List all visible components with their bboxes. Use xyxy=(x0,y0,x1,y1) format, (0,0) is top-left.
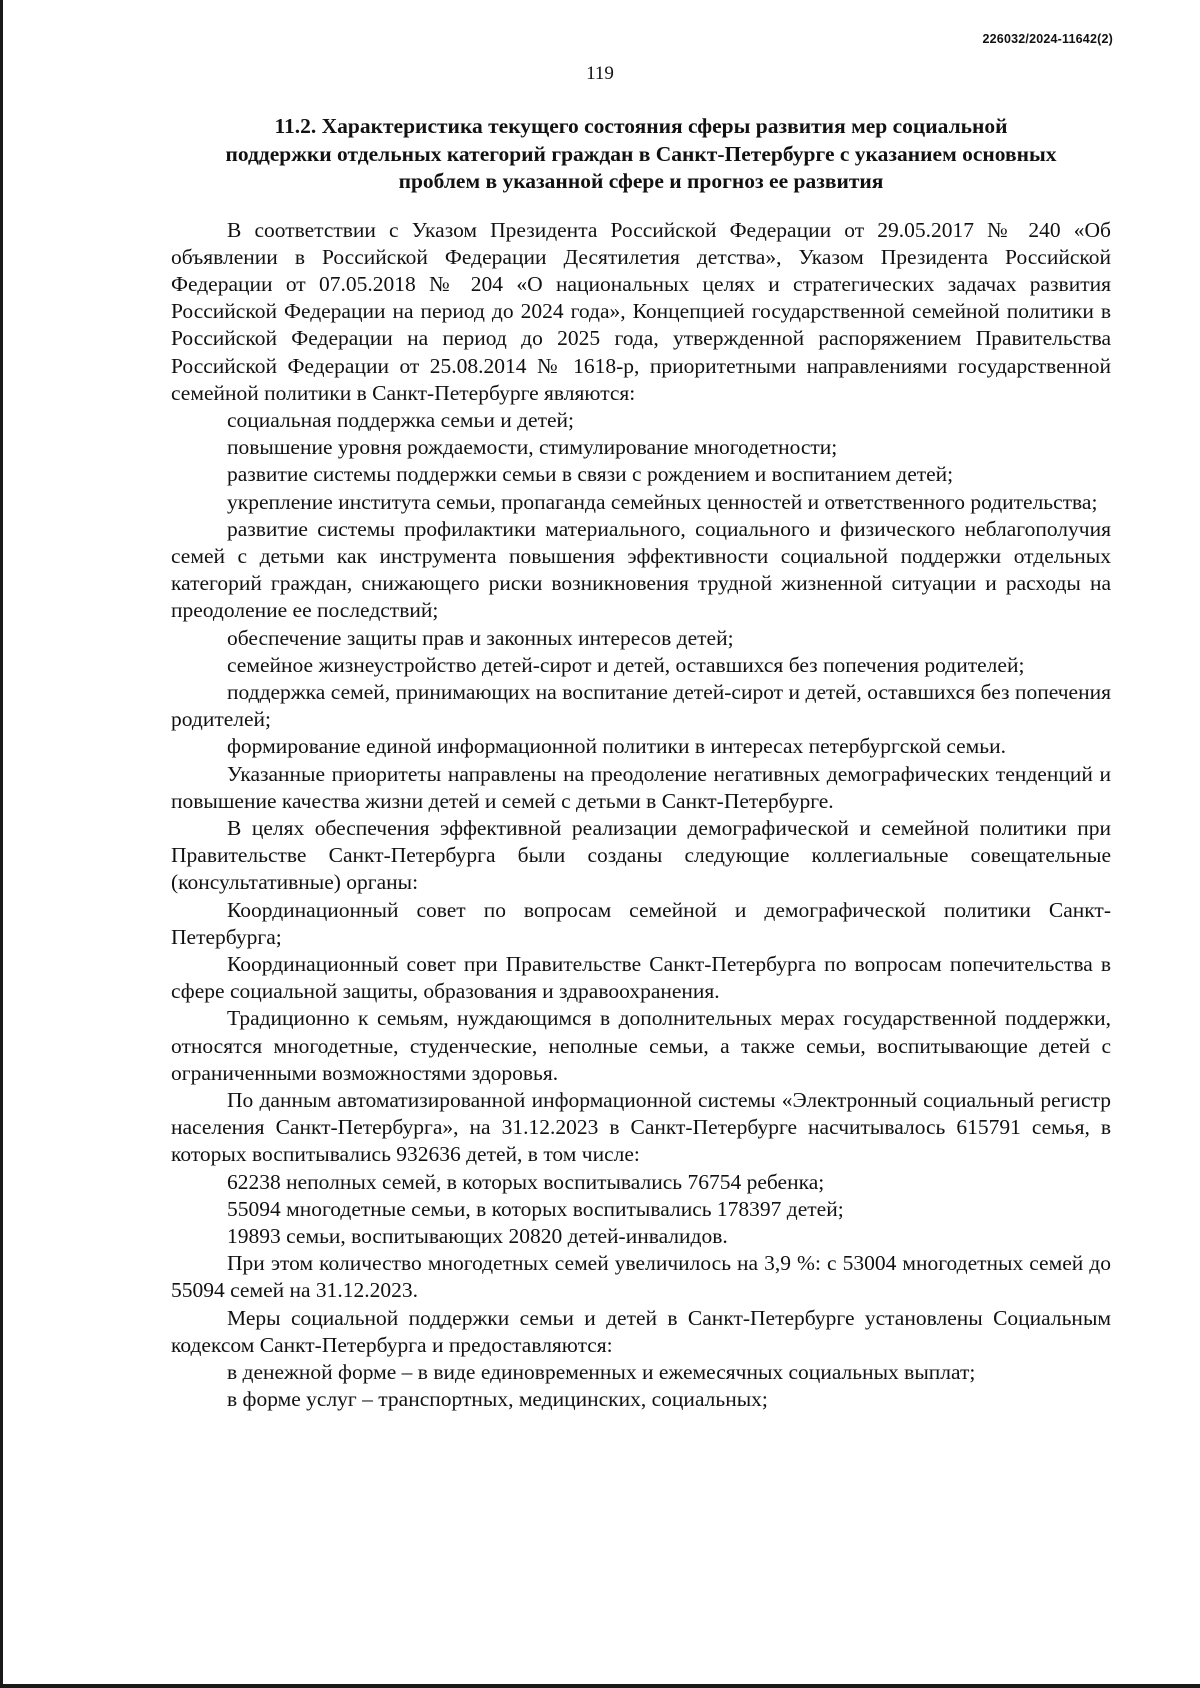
list-item: Координационный совет при Правительстве Санкт-Петербурга по вопросам попечительства в сфере социальной защиты, образования и здравоохранения. xyxy=(171,951,1111,1004)
list-item: 62238 неполных семей, в которых воспитывались 76754 ребенка; xyxy=(227,1169,825,1194)
list-item: развитие системы профилактики материального, социального и физического неблагополучия семей с детьми как инструмента повышения эффективности социальной поддержки отдельных категорий граждан, снижающего риски возникновения трудной жизненной ситуации и расходы на преодоление ее последствий; xyxy=(171,516,1111,623)
list-item: 55094 многодетные семьи, в которых воспитывались 178397 детей; xyxy=(227,1196,844,1221)
list-item: развитие системы поддержки семьи в связи с рождением и воспитанием детей; xyxy=(227,462,954,487)
document-id: 226032/2024-11642(2) xyxy=(982,32,1113,46)
scan-left-edge xyxy=(0,0,3,1688)
section-title-line: проблем в указанной сфере и прогноз ее развития xyxy=(398,169,884,193)
paragraph: Указанные приоритеты направлены на преодоление негативных демографических тенденций и повышение качества жизни детей и семей с детьми в Санкт-Петербурге. xyxy=(171,761,1111,813)
list-item: укрепление института семьи, пропаганда семейных ценностей и ответственного родительства; xyxy=(227,489,1098,514)
list-item: поддержка семей, принимающих на воспитание детей-сирот и детей, оставшихся без попечения родителей; xyxy=(171,679,1111,732)
section-title-line: поддержки отдельных категорий граждан в Санкт-Петербурге с указанием основных xyxy=(225,141,1057,166)
list-item: семейное жизнеустройство детей-сирот и детей, оставшихся без попечения родителей; xyxy=(227,652,1025,677)
list-item: обеспечение защиты прав и законных интересов детей; xyxy=(227,625,734,650)
list-item: Координационный совет по вопросам семейной и демографической политики Санкт-Петербурга; xyxy=(171,897,1111,949)
list-item: повышение уровня рождаемости, стимулирование многодетности; xyxy=(227,435,838,460)
scan-bottom-edge xyxy=(0,1684,1200,1688)
section-title xyxy=(171,113,1111,196)
paragraph: Традиционно к семьям, нуждающимся в дополнительных мерах государственной поддержки, относятся многодетные, студенческие, неполные семьи, а также семьи, воспитывающие детей с ограниченными возможностями здоровья. xyxy=(171,1006,1111,1085)
page-number: 119 xyxy=(586,63,614,84)
paragraph: По данным автоматизированной информационной системы «Электронный социальный регистр населения Санкт-Петербурга», на 31.12.2023 в Санкт-Петербурге насчитывалось 615791 семья, в которых воспитывались 932636 детей, в том числе: xyxy=(171,1088,1111,1167)
list-item: в денежной форме – в виде единовременных и ежемесячных социальных выплат; xyxy=(227,1360,976,1385)
list-item: 19893 семьи, воспитывающих 20820 детей-инвалидов. xyxy=(227,1224,728,1249)
page-content xyxy=(171,113,1111,1413)
paragraph: В целях обеспечения эффективной реализации демографической и семейной политики при Правительстве Санкт-Петербурга были созданы следующие коллегиальные совещательные (консультативные) органы: xyxy=(171,815,1111,895)
paragraph: Меры социальной поддержки семьи и детей в Санкт-Петербурге установлены Социальным кодексом Санкт-Петербурга и предоставляются: xyxy=(171,1305,1111,1357)
document-body xyxy=(171,217,1111,1414)
paragraph: В соответствии с Указом Президента Российской Федерации от 29.05.2017 № 240 «Об объявлении в Российской Федерации Десятилетия детства», Указом Президента Российской Федерации от 07.05.2018 № 204 «О национальных целях и стратегических задачах развития Российской Федерации на период до 2024 года», Концепцией государственной семейной политики в Российской Федерации на период до 2025 года, утвержденной распоряжением Правительства Российской Федерации от 25.08.2014 № 1618-р, приоритетными направлениями государственной семейной политики в Санкт-Петербурге являются: xyxy=(171,217,1111,405)
paragraph: При этом количество многодетных семей увеличилось на 3,9 %: с 53004 многодетных семей до 55094 семей на 31.12.2023. xyxy=(171,1251,1111,1303)
section-title-line: 11.2. Характеристика текущего состояния сферы развития мер социальной xyxy=(274,114,1008,138)
list-item: социальная поддержка семьи и детей; xyxy=(227,407,575,432)
list-item: формирование единой информационной политики в интересах петербургской семьи. xyxy=(227,734,1006,759)
list-item: в форме услуг – транспортных, медицинских, социальных; xyxy=(227,1387,768,1412)
